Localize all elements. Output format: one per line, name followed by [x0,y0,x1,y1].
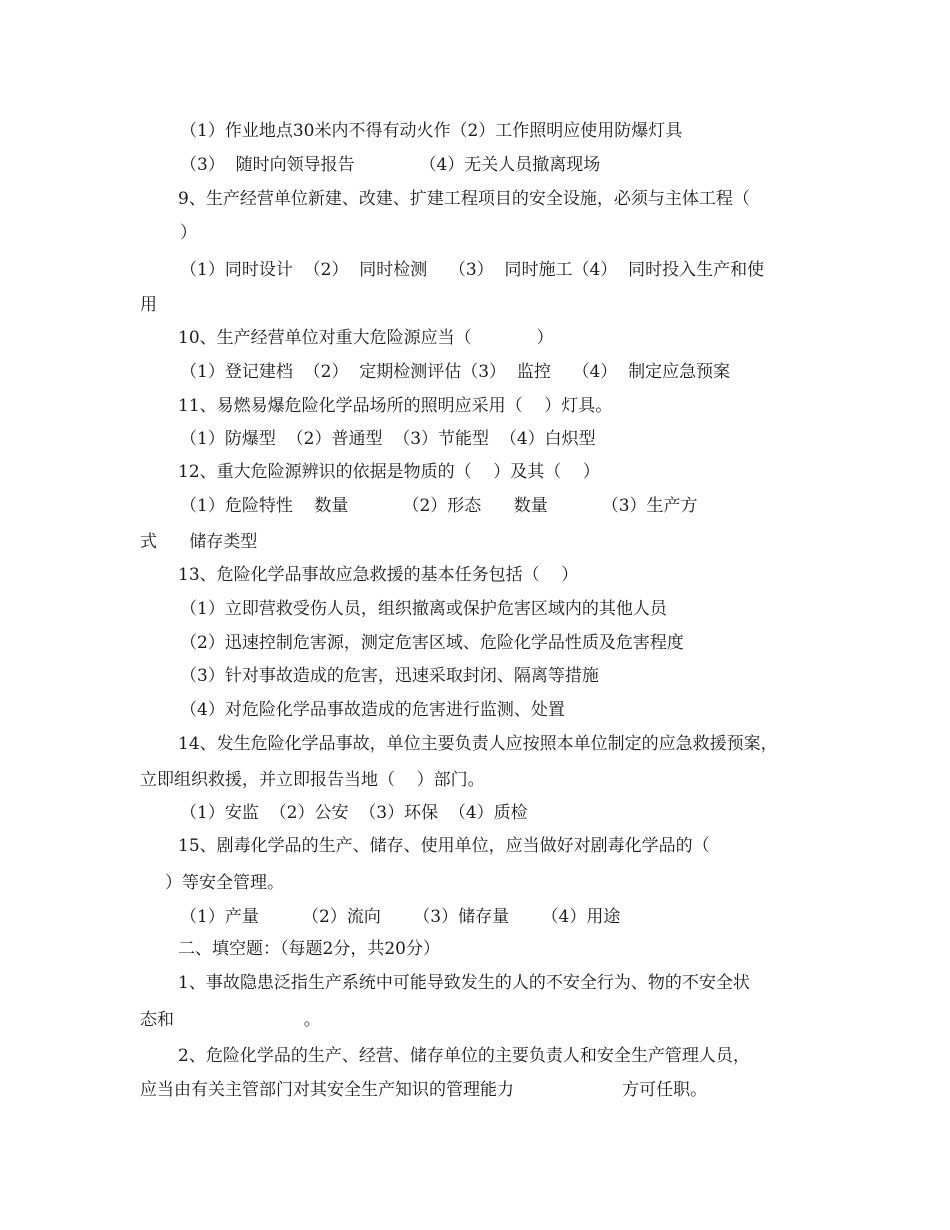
fill-question-2: 2、危险化学品的生产、经营、储存单位的主要负责人和安全生产管理人员， [178,1046,750,1066]
text-line: （1）作业地点30米内不得有动火作（2）工作照明应使用防爆灯具 [180,121,683,141]
text-line: （3） 随时向领导报告 （4）无关人员撤离现场 [180,155,601,175]
text-line: 立即组织救援，并立即报告当地（ ）部门。 [140,770,485,790]
options-10: （1）登记建档 （2） 定期检测评估（3） 监控 （4） 制定应急预案 [180,362,731,382]
question-9: 9、生产经营单位新建、改建、扩建工程项目的安全设施，必须与主体工程（ [178,189,750,209]
fill-question-1: 1、事故隐患泛指生产系统中可能导致发生的人的不安全行为、物的不安全状 [178,973,750,993]
option-13-3: （3）针对事故造成的危害，迅速采取封闭、隔离等措施 [180,666,599,686]
text-line: 应当由有关主管部门对其安全生产知识的管理能力 方可任职。 [140,1080,708,1100]
question-13: 13、危险化学品事故应急救援的基本任务包括（ ） [178,565,579,585]
option-13-2: （2）迅速控制危害源，测定危害区域、危险化学品性质及危害程度 [180,633,684,653]
question-11: 11、易燃易爆危险化学品场所的照明应采用（ ）灯具。 [178,396,613,416]
text-line: ） [180,223,197,243]
text-line: 式 储存类型 [140,532,258,552]
question-14: 14、发生危险化学品事故，单位主要负责人应按照本单位制定的应急救援预案， [178,734,778,754]
question-10: 10、生产经营单位对重大危险源应当（ ） [178,328,554,348]
text-line: 用 [140,295,157,315]
options-11: （1）防爆型 （2）普通型 （3）节能型 （4）白炽型 [180,429,596,449]
question-12: 12、重大危险源辨识的依据是物质的（ ）及其（ ） [178,462,600,482]
option-13-1: （1）立即营救受伤人员，组织撤离或保护危害区域内的其他人员 [180,599,667,619]
options-14: （1）安监 （2）公安 （3）环保 （4）质检 [180,803,528,823]
options-9: （1）同时设计 （2） 同时检测 （3） 同时施工（4） 同时投入生产和使 [180,260,765,280]
text-line: ）等安全管理。 [165,873,284,893]
question-15: 15、剧毒化学品的生产、储存、使用单位，应当做好对剧毒化学品的（ [178,836,710,856]
section-heading: 二、填空题：（每题2分，共20分） [178,939,440,959]
option-13-4: （4）对危险化学品事故造成的危害进行监测、处置 [180,700,565,720]
text-line: 态和 。 [140,1010,321,1030]
options-15: （1）产量 （2）流向 （3）储存量 （4）用途 [180,907,621,927]
options-12: （1）危险特性 数量 （2）形态 数量 （3）生产方 [180,496,698,516]
